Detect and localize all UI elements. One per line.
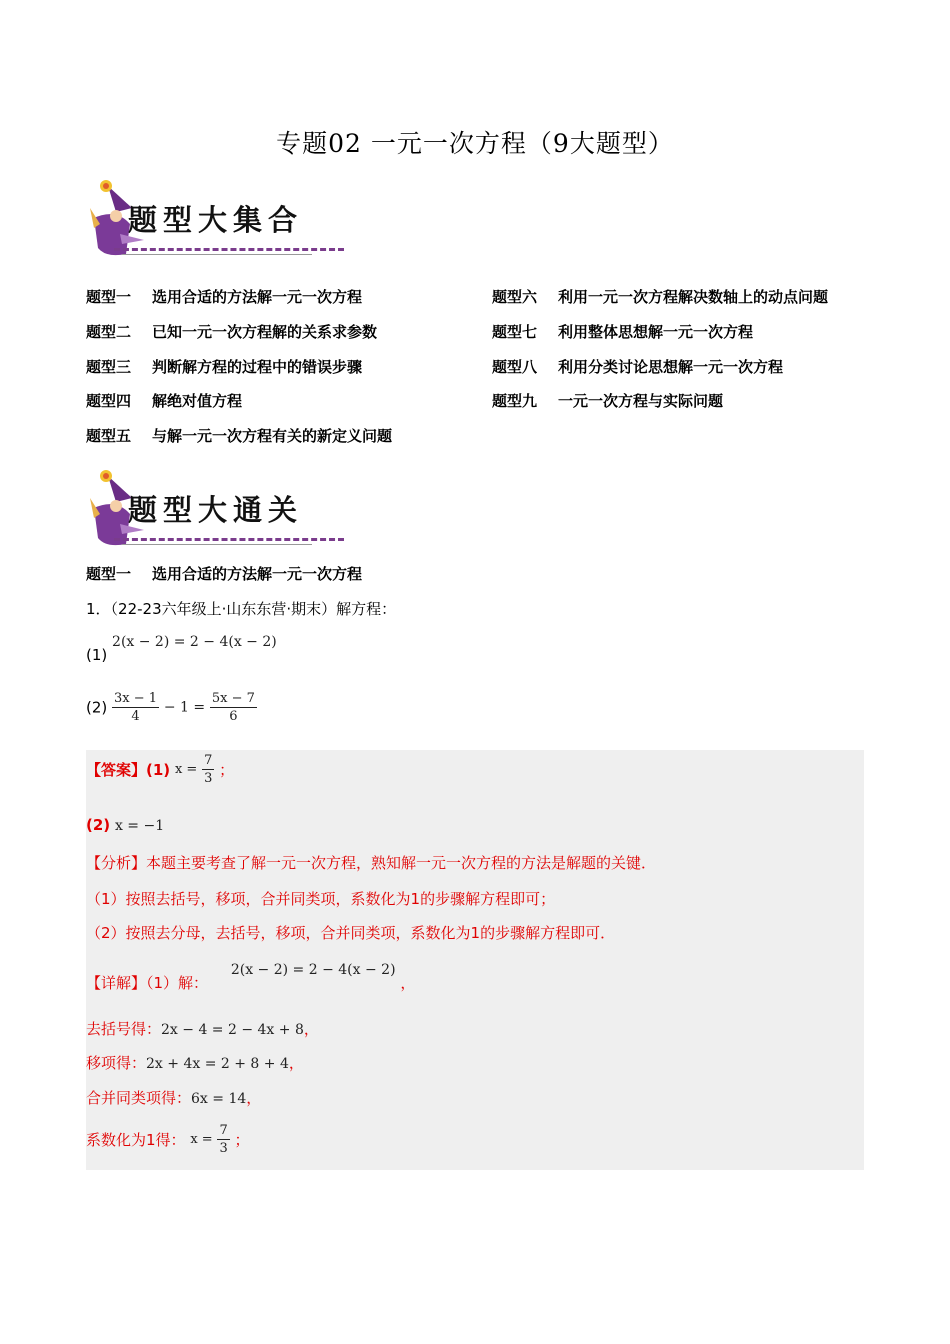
banner-underline-thin <box>122 544 312 545</box>
answer-label: 【答案】(1) <box>86 761 171 779</box>
banner-pass-text: 题型大通关 <box>128 493 304 527</box>
toc-item[interactable]: 题型八 利用分类讨论思想解一元一次方程 <box>492 358 784 376</box>
toc-item[interactable]: 题型六 利用一元一次方程解决数轴上的动点问题 <box>492 288 829 306</box>
step-1: 去括号得：2x − 4 = 2 − 4x + 8， <box>86 1020 319 1038</box>
problem-2-middle: − 1 = <box>163 699 206 716</box>
toc-left <box>86 286 392 460</box>
step-2: 移项得：2x + 4x = 2 + 8 + 4， <box>86 1054 304 1072</box>
problem-1-equation: 2(x − 2) = 2 − 4(x − 2) <box>112 634 277 650</box>
banner-pass <box>86 468 356 552</box>
toc-item[interactable]: 题型九 一元一次方程与实际问题 <box>492 392 724 410</box>
toc-item[interactable]: 题型四 解绝对值方程 <box>86 392 243 410</box>
problem-intro: 1．（22-23六年级上·山东东营·期末）解方程： <box>86 600 397 618</box>
section-heading: 题型一 选用合适的方法解一元一次方程 <box>86 565 363 583</box>
fraction: $\frac{5x - 7}{6}$ <box>211 691 255 724</box>
fraction: $\frac{7}{3}$ <box>204 753 213 786</box>
answer-2: (2) x = −1 <box>86 816 165 834</box>
step-3: 合并同类项得：6x = 14， <box>86 1089 262 1107</box>
banner-underline <box>114 248 344 251</box>
problem-2-label: (2) <box>86 698 108 717</box>
analysis-2: （2）按照去分母，去括号，移项，合并同类项，系数化为1的步骤解方程即可． <box>86 924 616 942</box>
banner-collection-text: 题型大集合 <box>128 203 304 237</box>
fraction: $\frac{7}{3}$ <box>219 1123 228 1156</box>
toc-item[interactable]: 题型二 已知一元一次方程解的关系求参数 <box>86 323 378 341</box>
banner-collection <box>86 178 356 262</box>
fraction: $\frac{3x - 1}{4}$ <box>114 691 158 724</box>
banner-underline-thin <box>122 254 312 255</box>
analysis: 【分析】本题主要考查了解一元一次方程，熟知解一元一次方程的方法是解题的关键． <box>86 854 657 872</box>
page-title: 专题02 一元一次方程（9大题型） <box>276 129 674 158</box>
toc-item[interactable]: 题型一 选用合适的方法解一元一次方程 <box>86 288 363 306</box>
toc-item[interactable]: 题型五 与解一元一次方程有关的新定义问题 <box>86 427 393 445</box>
step-4: 系数化为1得： x = $\frac{7}{3}$ ； <box>86 1123 250 1156</box>
problem-1-label: (1) <box>86 646 108 664</box>
toc-item[interactable]: 题型七 利用整体思想解一元一次方程 <box>492 323 754 341</box>
toc-right <box>492 286 828 425</box>
toc-item[interactable]: 题型三 判断解方程的过程中的错误步骤 <box>86 358 363 376</box>
analysis-1: （1）按照去括号，移项，合并同类项，系数化为1的步骤解方程即可； <box>86 890 556 908</box>
problem-1 <box>86 632 277 666</box>
answer-1: 【答案】(1) x = $\frac{7}{3}$ ； <box>86 753 235 786</box>
banner-underline <box>114 538 344 541</box>
detail: 【详解】（1）解： 2(x − 2) = 2 − 4(x − 2) ， <box>86 962 416 992</box>
problem-2 <box>86 690 257 725</box>
